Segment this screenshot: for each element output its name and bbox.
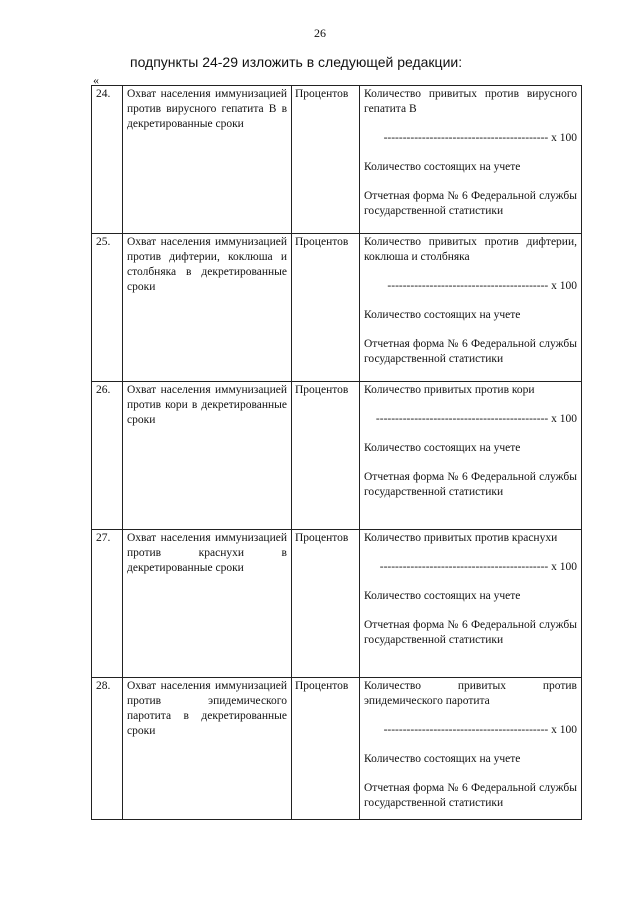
unit-of-measure: Процентов (292, 382, 360, 530)
formula-denominator: Количество состоящих на учете (364, 442, 521, 454)
table-row (92, 678, 582, 820)
calculation-cell (360, 382, 582, 530)
indicators-table (91, 85, 582, 820)
formula-numerator: Количество привитых против дифтерии, коклюша и столбняка (364, 236, 577, 263)
formula-fraction-line: ------------------------------------------- х 100 (383, 132, 577, 144)
unit-of-measure: Процентов (292, 530, 360, 678)
formula-fraction-line: --------------------------------------------- х 100 (375, 413, 577, 425)
formula-fraction-line: ------------------------------------------- х 100 (383, 724, 577, 736)
formula-denominator: Количество состоящих на учете (364, 309, 521, 321)
formula-denominator: Количество состоящих на учете (364, 161, 521, 173)
formula-fraction-line: ------------------------------------------ х 100 (387, 280, 577, 292)
data-source: Отчетная форма № 6 Федеральной службы государственной статистики (364, 619, 577, 646)
calculation-cell (360, 86, 582, 234)
row-number: 28. (92, 678, 123, 820)
table-row (92, 530, 582, 678)
unit-of-measure: Процентов (292, 86, 360, 234)
data-source: Отчетная форма № 6 Федеральной службы государственной статистики (364, 471, 577, 498)
formula-numerator: Количество привитых против кори (364, 384, 535, 396)
formula-denominator: Количество состоящих на учете (364, 753, 521, 765)
open-quote: « (93, 73, 99, 87)
indicator-name: Охват населения иммунизацией против краснухи в декретированные сроки (123, 530, 292, 678)
table-row (92, 382, 582, 530)
calculation-cell (360, 530, 582, 678)
indicators-table-body (92, 86, 582, 820)
formula-fraction-line: -------------------------------------------- х 100 (379, 561, 577, 573)
formula-numerator: Количество привитых против эпидемического паротита (364, 680, 577, 707)
calculation-cell (360, 234, 582, 382)
data-source: Отчетная форма № 6 Федеральной службы государственной статистики (364, 338, 577, 365)
intro-text: подпункты 24-29 изложить в следующей редакции: (130, 54, 463, 70)
formula-denominator: Количество состоящих на учете (364, 590, 521, 602)
table-row (92, 86, 582, 234)
unit-of-measure: Процентов (292, 678, 360, 820)
indicator-name: Охват населения иммунизацией против дифтерии, коклюша и столбняка в декретированные сроки (123, 234, 292, 382)
unit-of-measure: Процентов (292, 234, 360, 382)
formula-numerator: Количество привитых против краснухи (364, 532, 558, 544)
row-number: 24. (92, 86, 123, 234)
row-number: 25. (92, 234, 123, 382)
calculation-cell (360, 678, 582, 820)
page-number: 26 (314, 26, 326, 40)
formula-numerator: Количество привитых против вирусного гепатита В (364, 88, 577, 115)
row-number: 26. (92, 382, 123, 530)
indicator-name: Охват населения иммунизацией против кори в декретированные сроки (123, 382, 292, 530)
data-source: Отчетная форма № 6 Федеральной службы государственной статистики (364, 190, 577, 217)
table-row (92, 234, 582, 382)
indicator-name: Охват населения иммунизацией против вирусного гепатита В в декретированные сроки (123, 86, 292, 234)
row-number: 27. (92, 530, 123, 678)
indicator-name: Охват населения иммунизацией против эпидемического паротита в декретированные сроки (123, 678, 292, 820)
data-source: Отчетная форма № 6 Федеральной службы государственной статистики (364, 782, 577, 809)
